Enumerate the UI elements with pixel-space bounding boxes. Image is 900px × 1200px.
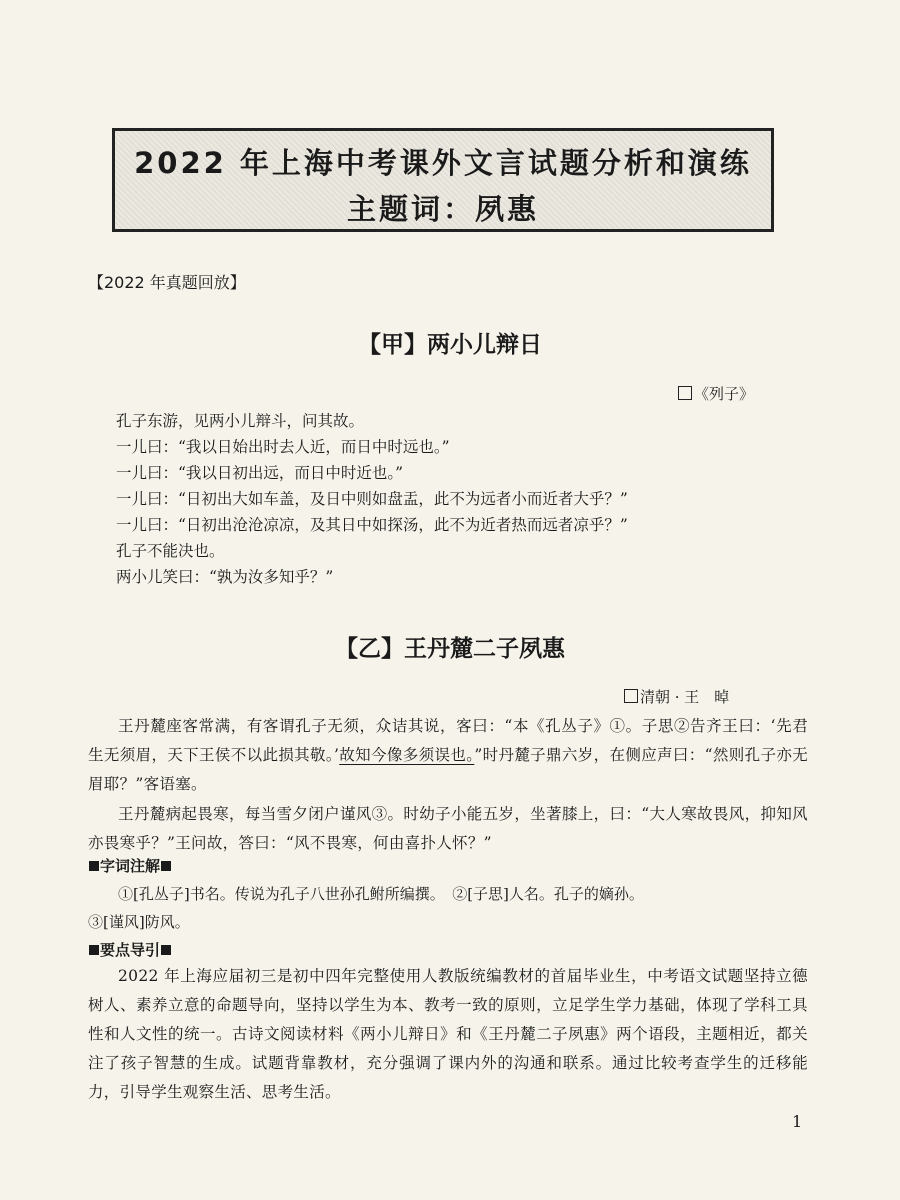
- passage-b-author-text: 清朝 · 王 晫: [640, 688, 730, 706]
- page-title: 2022 年上海中考课外文言试题分析和演练: [134, 146, 752, 180]
- passage-a-author-text: 《列子》: [694, 385, 755, 403]
- passage-a-line: 两小儿笑曰：“孰为汝多知乎？”: [116, 568, 334, 586]
- guide-heading: [88, 939, 172, 960]
- passage-a-line: 孔子不能决也。: [116, 542, 225, 560]
- checkbox-icon: [624, 689, 638, 703]
- passage-a-line: 一儿曰：“日初出沧沧凉凉，及其日中如探汤，此不为近者热而远者凉乎？”: [116, 516, 628, 534]
- square-bullet-icon: [89, 945, 99, 955]
- glossary-notes: [88, 880, 644, 936]
- passage-a-author: [678, 383, 754, 404]
- passage-b-title: 【乙】王丹麓二子夙惠: [335, 636, 565, 662]
- passage-b-author: [624, 686, 729, 707]
- section-tag: 【2022 年真题回放】: [88, 273, 246, 292]
- passage-b-underlined-sentence: 故知今像多须误也。: [339, 746, 475, 764]
- passage-a-line: 孔子东游，见两小儿辩斗，问其故。: [116, 412, 365, 430]
- passage-a-line: 一儿曰：“我以日始出时去人近，而日中时远也。”: [116, 438, 450, 456]
- passage-a-line: 一儿曰：“我以日初出远，而日中时近也。”: [116, 464, 404, 482]
- passage-a-line: 一儿曰：“日初出大如车盖，及日中则如盘盂，此不为远者小而近者大乎？”: [116, 490, 628, 508]
- square-bullet-icon: [89, 861, 99, 871]
- passage-b-p1-text-after: ”时丹麓子鼎六岁，在侧应声曰：“然则孔子亦无眉耶？”客语塞。: [88, 746, 809, 793]
- glossary-note: ③[谨风]防风。: [88, 913, 190, 931]
- passage-b-paragraph-1: [88, 712, 808, 799]
- checkbox-icon: [678, 386, 692, 400]
- guide-heading-text: 要点导引: [100, 941, 161, 959]
- passage-a-lines: [116, 408, 628, 590]
- square-bullet-icon: [161, 945, 171, 955]
- passage-b-p1-text: 王丹麓座客常满，有客谓孔子无须，众诘其说，客曰：“本《孔丛子》①。子思②告齐王曰：‘先君生无须眉，天下王侯不以此损其敬。’: [88, 717, 808, 764]
- passage-b-paragraph-2: 王丹麓病起畏寒，每当雪夕闭户谨风③。时幼子小能五岁，坐著膝上，曰：“大人寒故畏风，抑知风亦畏寒乎？”王问故，答曰：“风不畏寒，何由喜扑人怀？”: [88, 805, 808, 852]
- page-subtitle: 主题词：夙惠: [346, 192, 539, 226]
- passage-a-title: 【甲】两小儿辩日: [358, 332, 542, 358]
- title-box: [112, 128, 774, 232]
- guide-paragraph: 2022 年上海应届初三是初中四年完整使用人教版统编教材的首届毕业生，中考语文试题坚持立德树人、素养立意的命题导向，坚持以学生为本、教考一致的原则，立足学生学力基础，体现了学科工具性和人文性的统一。古诗文阅读材料《两小儿辩日》和《王丹麓二子夙惠》两个语段，主题相近，都关注了孩子智慧的生成。试题背靠教材，充分强调了课内外的沟通和联系。通过比较考查学生的迁移能力，引导学生观察生活、思考生活。: [88, 967, 808, 1101]
- glossary-heading-text: 字词注解: [100, 857, 161, 875]
- page-number: 1: [792, 1112, 803, 1131]
- square-bullet-icon: [161, 861, 171, 871]
- glossary-heading: [88, 855, 172, 876]
- glossary-note: ①[孔丛子]书名。传说为孔子八世孙孔鲋所编撰。 ②[子思]人名。孔子的嫡孙。: [118, 885, 644, 903]
